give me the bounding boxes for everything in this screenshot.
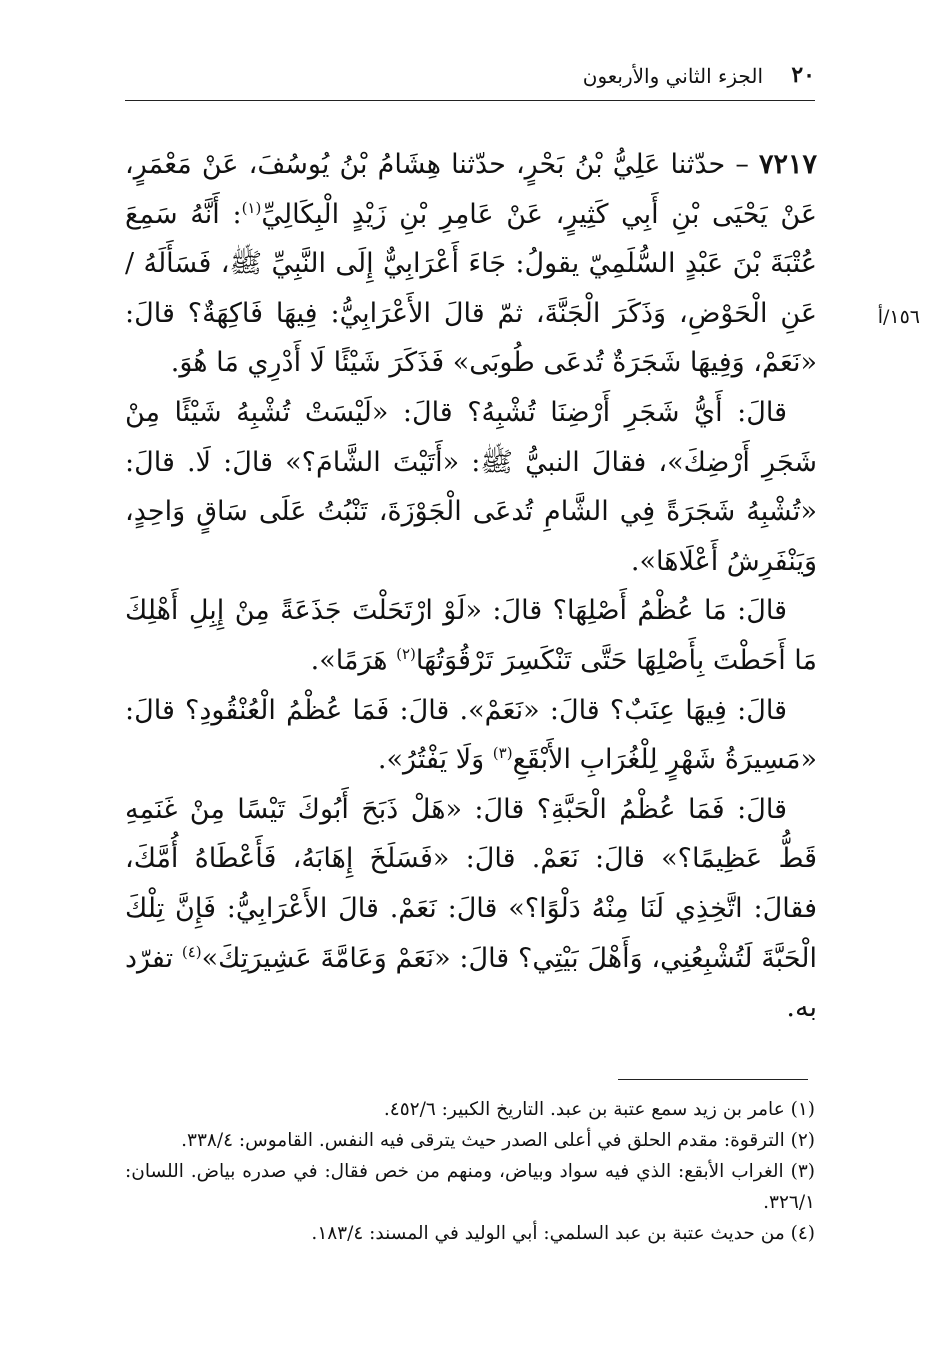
paragraph-text: هَرَمًا». [310,644,397,676]
footnote-4: (٤) من حديث عتبة بن عبد السلمي: أبي الوليد في المسند: ١٨٣/٤. [311,1223,815,1244]
paragraph-text: تفرّد به. [125,942,817,1024]
paragraph-text: : أَنَّهُ سَمِعَ عُتْبَةَ بْنَ عَبْدٍ السُّلَمِيّ يقولُ: جَاءَ أَعْرَابِيٌّ إِلَى النَّبِيِّ ﷺ، فَسَأَلَهُ / عَنِ الْحَوْضِ، وَذَكَرَ الْجَنَّةَ، ثمّ قالَ الأَعْرَابِيُّ: فِيهَا فَاكِهَةٌ؟ قالَ: «نَعَمْ، وَفِيهَا شَجَرَةٌ تُدعَى طُوبَى» فَذَكَرَ شَيْئًا لَا أَدْرِي مَا هُوَ. [125,198,817,379]
page-number: ٢٠ [791,62,815,88]
footnote-3: (٣) الغراب الأبقع: الذي فيه سواد وبياض، ومنهم من خص فقال: في صدره بياض. اللسان: ٣٢٦/١. [125,1161,815,1213]
hadith-paragraph-1 [125,140,817,388]
paragraph-text: وَلَا يَفْتُرُ». [377,744,493,776]
footnote-2: (٢) الترقوة: مقدم الحلق في أعلى الصدر حيث يترقى فيه النفس. القاموس: ٣٣٨/٤. [181,1130,815,1151]
running-header [125,62,815,101]
manuscript-folio-note: ١٥٦/أ [877,306,920,328]
footnotes [125,1094,815,1249]
paragraph-text: قالَ: أَيُّ شَجَرِ أَرْضِنَا تُشْبِهُ؟ قالَ: «لَيْسَتْ تُشْبِهُ شَيْئًا مِنْ شَجَرِ أَرْضِكَ»، فقالَ النبيُّ ﷺ: «أَتَيْتَ الشَّامَ؟» قالَ: لَا. قالَ: «تُشْبِهُ شَجَرَةً فِي الشَّامِ تُدعَى الْجَوْزَةَ، تَنْبُتُ عَلَى سَاقٍ وَاحِدٍ، وَيَنْفَرِشُ أَعْلَاهَا». [125,396,817,577]
footnote-ref-2: (٢) [396,644,416,663]
paragraph-text: – حدّثنا عَلِيُّ بْنُ بَحْرٍ، حدّثنا هِشَامُ بْنُ يُوسُفَ، عَنْ مَعْمَرٍ، عَنْ يَحْيَى بْنِ أَبِي كَثِيرٍ، عَنْ عَامِرِ بْنِ زَيْدٍ الْبِكَالِيِّ [125,149,817,230]
paragraph-text: قالَ: فَمَا عُظْمُ الْحَبَّةِ؟ قالَ: «هَلْ ذَبَحَ أَبُوكَ تَيْسًا مِنْ غَنَمِهِ قَطُّ عَظِيمًا؟» قالَ: نَعَمْ. قالَ: «فَسَلَخَ إِهَابَهُ، فَأَعْطَاهُ أُمَّكَ، فقالَ: اتَّخِذِي لَنَا مِنْهُ دَلْوًا؟» قالَ: نَعَمْ. قالَ الأَعْرَابِيُّ: فَإِنَّ تِلْكَ الْحَبَّةَ لَتُشْبِعُنِي، وَأَهْلَ بَيْتِي؟ قالَ: «نَعَمْ وَعَامَّةَ عَشِيرَتِكَ» [125,793,817,974]
hadith-text [125,140,817,1033]
footnote-ref-3: (٣) [492,744,513,763]
hadith-paragraph-5 [125,785,817,1033]
hadith-number: ٧٢١٧ [758,149,817,180]
footnote-ref-1: (١) [241,198,262,217]
hadith-paragraph-2 [125,388,817,586]
paragraph-text: قالَ: مَا عُظْمُ أَصْلِهَا؟ قالَ: «لَوْ ارْتَحَلْتَ جَذَعَةً مِنْ إِبِلِ أَهْلِكَ مَا أَحَطْتَ بِأَصْلِهَا حَتَّى تَنْكَسِرَ تَرْقُوَتُهَا [125,595,817,676]
footnote-ref-4: (٤) [181,942,202,961]
hadith-paragraph-3 [125,586,817,685]
footnote-1: (١) عامر بن زيد سمع عتبة بن عبد. التاريخ الكبير: ٤٥٢/٦. [383,1099,815,1120]
hadith-paragraph-4 [125,686,817,785]
footnote-divider [618,1079,808,1080]
paragraph-text: قالَ: فِيهَا عِنَبٌ؟ قالَ: «نَعَمْ». قالَ: فَمَا عُظْمُ الْعُنْقُودِ؟ قالَ: «مَسِيرَةُ شَهْرٍ لِلْغُرَابِ الأَبْقَعِ [125,694,817,776]
volume-title: الجزء الثاني والأربعون [582,64,763,88]
